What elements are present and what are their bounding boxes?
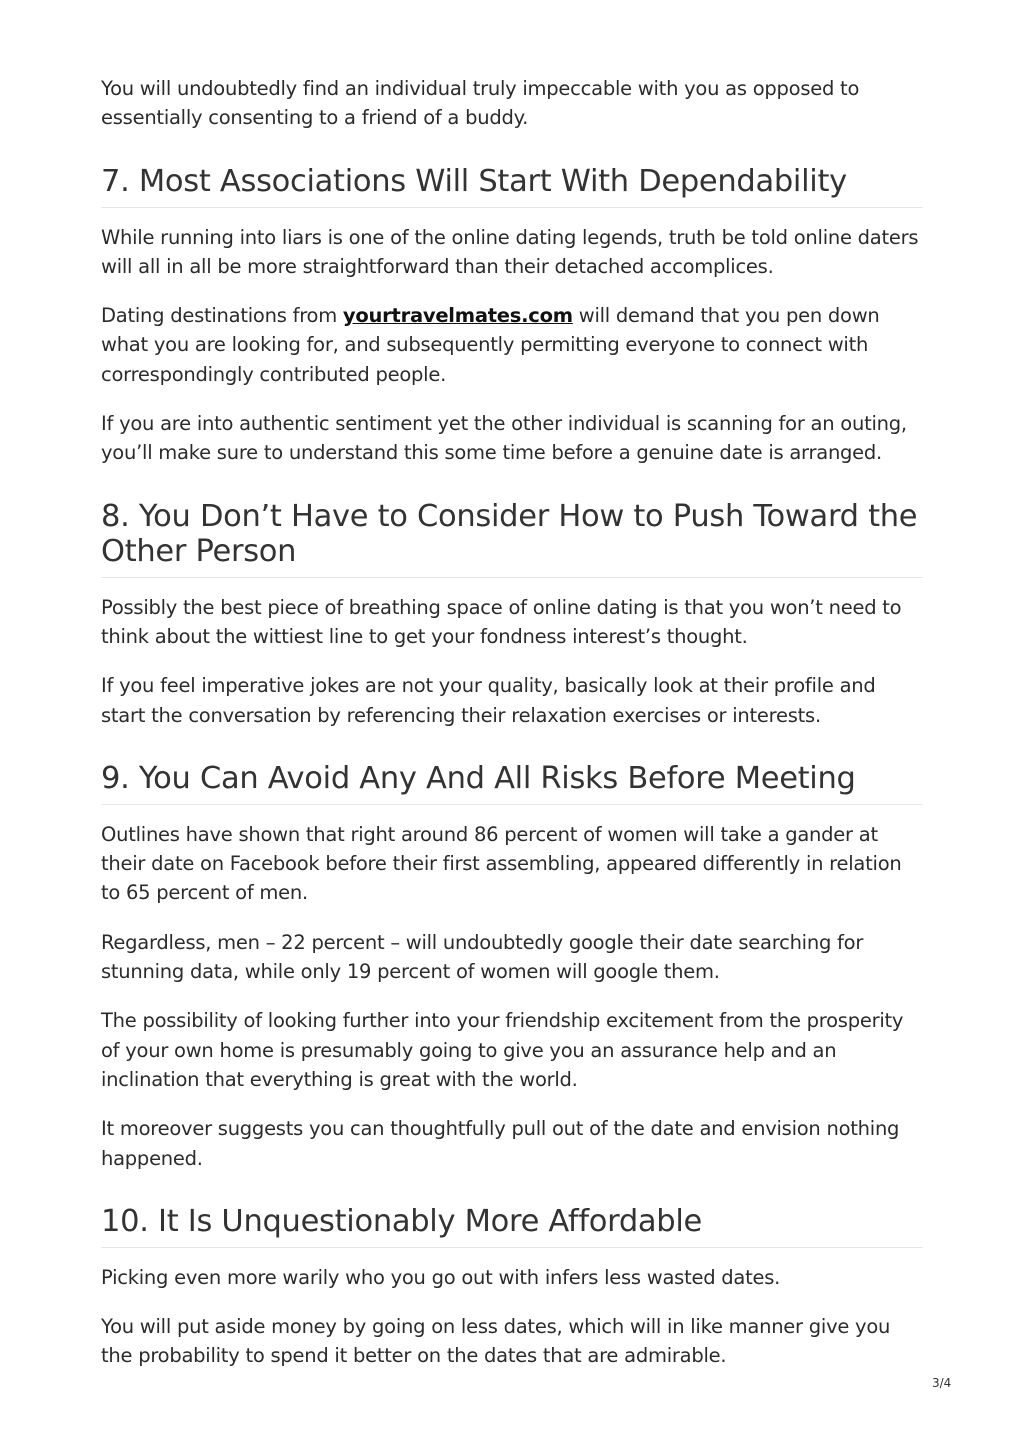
section-10-paragraph-2: You will put aside money by going on less dates, which will in like manner give you the probability to spend it better on the dates that are admirable.: [101, 1315, 891, 1368]
section-8-heading: 8. You Don’t Have to Consider How to Push Toward the Other Person: [101, 499, 923, 578]
section-7-paragraph-3: If you are into authentic sentiment yet the other individual is scanning for an outing, you’ll make sure to understand this some time before a genuine date is arranged.: [101, 412, 907, 465]
article-body: [101, 74, 923, 1391]
section-9-paragraph-3: The possibility of looking further into your friendship excitement from the prosperity of your own home is presumably going to give you an assurance help and an inclination that everything is great with the world.: [101, 1009, 904, 1091]
section-9-paragraph-1: Outlines have shown that right around 86 percent of women will take a gander at their date on Facebook before their first assembling, appeared differently in relation to 65 percent of men.: [101, 822, 902, 905]
section-9-paragraph-4: It moreover suggests you can thoughtfully pull out of the date and envision nothing happened.: [101, 1117, 900, 1170]
page-number: 3/4: [932, 1376, 952, 1390]
yourtravelmates-link[interactable]: yourtravelmates.com: [342, 304, 573, 328]
section-7-heading: 7. Most Associations Will Start With Dependability: [101, 164, 923, 208]
section-10-heading: 10. It Is Unquestionably More Affordable: [101, 1204, 923, 1248]
section-7-paragraph-1: While running into liars is one of the online dating legends, truth be told online daters will all in all be more straightforward than their detached accomplices.: [101, 225, 919, 278]
section-8-paragraph-1: Possibly the best piece of breathing space of online dating is that you won’t need to think about the wittiest line to get your fondness interest’s thought.: [101, 595, 902, 648]
section-7-paragraph-2-lead: Dating destinations from: [101, 304, 343, 328]
intro-paragraph: You will undoubtedly find an individual truly impeccable with you as opposed to essentially consenting to a friend of a buddy.: [101, 77, 860, 130]
section-9-heading: 9. You Can Avoid Any And All Risks Before Meeting: [101, 761, 923, 805]
section-9-paragraph-2: Regardless, men – 22 percent – will undoubtedly google their date searching for stunning data, while only 19 percent of women will google them.: [101, 930, 864, 984]
section-7-paragraph-2-rest: will demand that you pen down what you are looking for, and subsequently permitting everyone to connect with correspondingly contributed people.: [101, 304, 880, 386]
section-8-paragraph-2: If you feel imperative jokes are not your quality, basically look at their profile and start the conversation by referencing their relaxation exercises or interests.: [101, 674, 876, 727]
section-7-paragraph-2: [101, 301, 923, 389]
section-10-paragraph-1: Picking even more warily who you go out with infers less wasted dates.: [101, 1265, 781, 1289]
